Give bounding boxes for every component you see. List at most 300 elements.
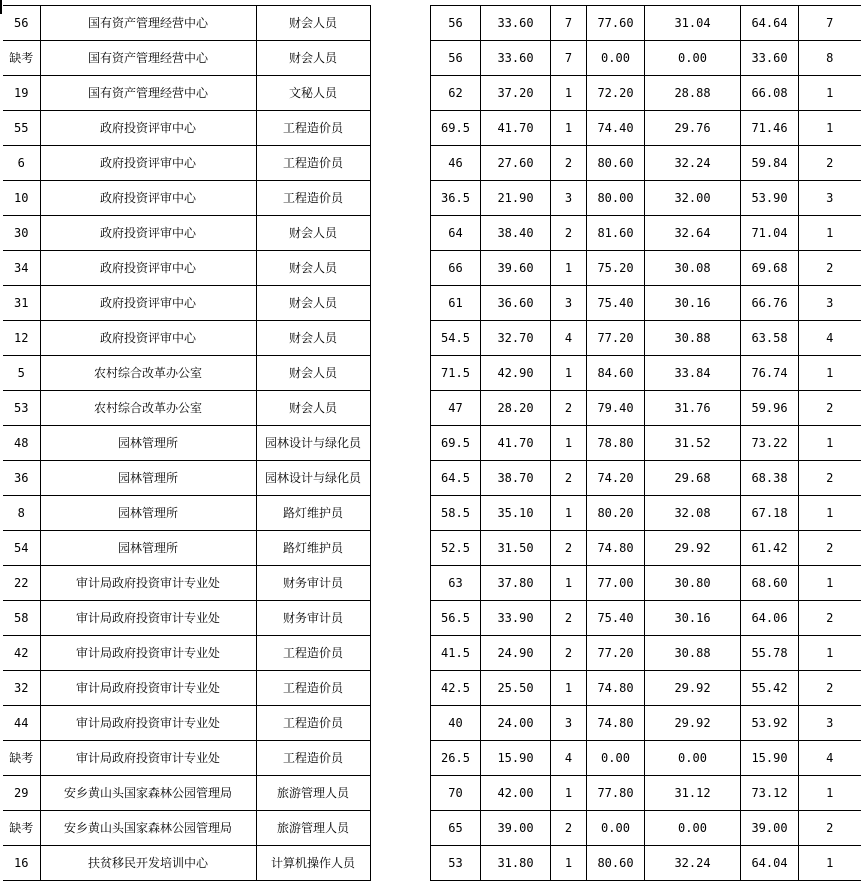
written-score-cell: 40 [431,706,481,741]
position-cell: 财会人员 [256,41,370,76]
table-row [3,706,370,741]
written-weighted-cell: 39.00 [481,811,551,846]
interview-weighted-cell: 29.76 [645,111,741,146]
total-score-cell: 64.04 [741,846,799,881]
position-cell: 财务审计员 [256,566,370,601]
written-weighted-cell: 38.40 [481,216,551,251]
final-rank-cell: 1 [799,636,861,671]
unit-cell: 审计局政府投资审计专业处 [40,636,256,671]
interview-weighted-cell: 32.08 [645,496,741,531]
candidate-id-cell: 36 [3,461,40,496]
interview-weighted-cell: 29.68 [645,461,741,496]
final-rank-cell: 2 [799,461,861,496]
unit-cell: 园林管理所 [40,496,256,531]
final-rank-cell: 2 [799,391,861,426]
candidate-id-cell: 31 [3,286,40,321]
interview-score-cell: 74.40 [587,111,645,146]
table-row [3,461,370,496]
written-score-cell: 52.5 [431,531,481,566]
unit-cell: 政府投资评审中心 [40,146,256,181]
unit-cell: 安乡黄山头国家森林公园管理局 [40,811,256,846]
table-row [3,496,370,531]
written-weighted-cell: 31.80 [481,846,551,881]
position-cell: 工程造价员 [256,146,370,181]
table-row [3,636,370,671]
written-weighted-cell: 33.60 [481,41,551,76]
total-score-cell: 76.74 [741,356,799,391]
candidate-id-cell: 8 [3,496,40,531]
position-cell: 财会人员 [256,321,370,356]
total-score-cell: 39.00 [741,811,799,846]
unit-cell: 政府投资评审中心 [40,286,256,321]
interview-score-cell: 81.60 [587,216,645,251]
table-row [431,181,861,216]
position-cell: 财会人员 [256,251,370,286]
interview-score-cell: 74.80 [587,706,645,741]
candidate-id-cell: 53 [3,391,40,426]
table-row [431,286,861,321]
written-rank-cell: 2 [551,461,587,496]
unit-cell: 国有资产管理经营中心 [40,76,256,111]
candidate-id-cell: 55 [3,111,40,146]
position-cell: 财务审计员 [256,601,370,636]
candidate-id-cell: 缺考 [3,741,40,776]
final-rank-cell: 1 [799,111,861,146]
written-score-cell: 64.5 [431,461,481,496]
table-row [3,776,370,811]
candidate-id-cell: 缺考 [3,41,40,76]
written-rank-cell: 4 [551,321,587,356]
position-cell: 文秘人员 [256,76,370,111]
interview-score-cell: 77.00 [587,566,645,601]
candidate-id-cell: 34 [3,251,40,286]
table-row [3,531,370,566]
unit-cell: 安乡黄山头国家森林公园管理局 [40,776,256,811]
interview-weighted-cell: 30.88 [645,636,741,671]
unit-cell: 政府投资评审中心 [40,181,256,216]
total-score-cell: 71.04 [741,216,799,251]
final-rank-cell: 3 [799,286,861,321]
table-row [3,601,370,636]
interview-score-cell: 77.20 [587,636,645,671]
final-rank-cell: 3 [799,706,861,741]
total-score-cell: 64.64 [741,6,799,41]
table-row [431,811,861,846]
final-rank-cell: 1 [799,846,861,881]
written-rank-cell: 1 [551,111,587,146]
position-cell: 工程造价员 [256,636,370,671]
table-row [431,671,861,706]
table-row [431,636,861,671]
written-weighted-cell: 33.90 [481,601,551,636]
written-weighted-cell: 37.20 [481,76,551,111]
written-weighted-cell: 42.00 [481,776,551,811]
written-weighted-cell: 37.80 [481,566,551,601]
unit-cell: 政府投资评审中心 [40,216,256,251]
written-rank-cell: 2 [551,531,587,566]
interview-score-cell: 74.80 [587,531,645,566]
candidate-id-cell: 16 [3,846,40,881]
table-row [431,356,861,391]
written-rank-cell: 7 [551,6,587,41]
unit-cell: 审计局政府投资审计专业处 [40,671,256,706]
written-score-cell: 36.5 [431,181,481,216]
total-score-cell: 73.22 [741,426,799,461]
position-cell: 园林设计与绿化员 [256,426,370,461]
table-row [431,6,861,41]
table-row [431,321,861,356]
candidate-id-cell: 6 [3,146,40,181]
interview-weighted-cell: 29.92 [645,671,741,706]
written-weighted-cell: 27.60 [481,146,551,181]
written-score-cell: 41.5 [431,636,481,671]
table-row [431,391,861,426]
position-cell: 财会人员 [256,286,370,321]
written-rank-cell: 1 [551,496,587,531]
written-rank-cell: 3 [551,181,587,216]
written-rank-cell: 7 [551,41,587,76]
position-cell: 工程造价员 [256,181,370,216]
candidate-id-cell: 42 [3,636,40,671]
interview-score-cell: 0.00 [587,811,645,846]
total-score-cell: 55.42 [741,671,799,706]
interview-score-cell: 80.60 [587,846,645,881]
table-row [431,601,861,636]
written-score-cell: 69.5 [431,426,481,461]
written-score-cell: 53 [431,846,481,881]
written-weighted-cell: 38.70 [481,461,551,496]
written-score-cell: 64 [431,216,481,251]
written-rank-cell: 2 [551,636,587,671]
written-rank-cell: 1 [551,776,587,811]
table-row [3,741,370,776]
total-score-cell: 53.92 [741,706,799,741]
interview-weighted-cell: 30.16 [645,601,741,636]
written-weighted-cell: 15.90 [481,741,551,776]
table-row [3,6,370,41]
interview-score-cell: 77.60 [587,6,645,41]
final-rank-cell: 3 [799,181,861,216]
candidate-id-cell: 48 [3,426,40,461]
total-score-cell: 61.42 [741,531,799,566]
written-weighted-cell: 41.70 [481,426,551,461]
interview-weighted-cell: 0.00 [645,41,741,76]
written-score-cell: 70 [431,776,481,811]
candidate-id-cell: 5 [3,356,40,391]
interview-weighted-cell: 33.84 [645,356,741,391]
interview-weighted-cell: 32.24 [645,146,741,181]
unit-cell: 政府投资评审中心 [40,251,256,286]
written-score-cell: 62 [431,76,481,111]
table-row [431,776,861,811]
position-cell: 计算机操作人员 [256,846,370,881]
table-row [3,286,370,321]
final-rank-cell: 2 [799,531,861,566]
position-cell: 园林设计与绿化员 [256,461,370,496]
table-row [431,496,861,531]
candidate-id-cell: 22 [3,566,40,601]
position-cell: 路灯维护员 [256,496,370,531]
unit-cell: 政府投资评审中心 [40,321,256,356]
final-rank-cell: 1 [799,76,861,111]
candidate-id-cell: 30 [3,216,40,251]
unit-cell: 园林管理所 [40,531,256,566]
written-weighted-cell: 39.60 [481,251,551,286]
candidate-id-cell: 缺考 [3,811,40,846]
score-table [430,5,861,881]
table-row [3,426,370,461]
written-weighted-cell: 21.90 [481,181,551,216]
written-score-cell: 54.5 [431,321,481,356]
interview-weighted-cell: 30.80 [645,566,741,601]
interview-weighted-cell: 31.04 [645,6,741,41]
total-score-cell: 66.08 [741,76,799,111]
interview-score-cell: 0.00 [587,41,645,76]
table-row [431,216,861,251]
written-score-cell: 71.5 [431,356,481,391]
written-rank-cell: 1 [551,846,587,881]
position-cell: 工程造价员 [256,111,370,146]
written-rank-cell: 2 [551,391,587,426]
interview-weighted-cell: 29.92 [645,706,741,741]
interview-score-cell: 75.40 [587,601,645,636]
position-cell: 财会人员 [256,356,370,391]
interview-score-cell: 77.80 [587,776,645,811]
written-rank-cell: 1 [551,426,587,461]
written-score-cell: 42.5 [431,671,481,706]
written-score-cell: 47 [431,391,481,426]
table-row [3,846,370,881]
table-row [3,391,370,426]
table-row [431,41,861,76]
final-rank-cell: 1 [799,356,861,391]
total-score-cell: 73.12 [741,776,799,811]
unit-cell: 审计局政府投资审计专业处 [40,706,256,741]
score-body [431,6,861,881]
total-score-cell: 59.84 [741,146,799,181]
position-cell: 工程造价员 [256,706,370,741]
interview-score-cell: 80.60 [587,146,645,181]
table-row [3,671,370,706]
interview-score-cell: 80.00 [587,181,645,216]
total-score-cell: 53.90 [741,181,799,216]
unit-cell: 国有资产管理经营中心 [40,6,256,41]
position-cell: 旅游管理人员 [256,811,370,846]
written-score-cell: 56 [431,6,481,41]
candidate-info-body [3,6,370,881]
written-score-cell: 65 [431,811,481,846]
total-score-cell: 59.96 [741,391,799,426]
top-left-border-tick [0,0,2,14]
written-rank-cell: 3 [551,706,587,741]
table-row [3,41,370,76]
final-rank-cell: 2 [799,671,861,706]
unit-cell: 园林管理所 [40,461,256,496]
total-score-cell: 68.38 [741,461,799,496]
interview-weighted-cell: 0.00 [645,741,741,776]
table-row [3,566,370,601]
interview-score-cell: 79.40 [587,391,645,426]
position-cell: 财会人员 [256,216,370,251]
total-score-cell: 63.58 [741,321,799,356]
interview-weighted-cell: 30.08 [645,251,741,286]
table-row [3,181,370,216]
written-weighted-cell: 33.60 [481,6,551,41]
total-score-cell: 64.06 [741,601,799,636]
unit-cell: 农村综合改革办公室 [40,356,256,391]
unit-cell: 农村综合改革办公室 [40,391,256,426]
candidate-id-cell: 54 [3,531,40,566]
interview-score-cell: 75.40 [587,286,645,321]
table-row [431,741,861,776]
table-row [431,146,861,181]
final-rank-cell: 8 [799,41,861,76]
position-cell: 财会人员 [256,6,370,41]
written-weighted-cell: 32.70 [481,321,551,356]
unit-cell: 审计局政府投资审计专业处 [40,601,256,636]
written-rank-cell: 4 [551,741,587,776]
candidate-id-cell: 44 [3,706,40,741]
interview-score-cell: 77.20 [587,321,645,356]
written-rank-cell: 1 [551,566,587,601]
final-rank-cell: 2 [799,811,861,846]
final-rank-cell: 4 [799,741,861,776]
interview-weighted-cell: 29.92 [645,531,741,566]
table-row [3,216,370,251]
final-rank-cell: 2 [799,251,861,286]
interview-weighted-cell: 30.16 [645,286,741,321]
table-row [431,531,861,566]
written-weighted-cell: 31.50 [481,531,551,566]
position-cell: 工程造价员 [256,741,370,776]
interview-score-cell: 75.20 [587,251,645,286]
written-score-cell: 61 [431,286,481,321]
final-rank-cell: 4 [799,321,861,356]
interview-weighted-cell: 32.64 [645,216,741,251]
interview-weighted-cell: 31.12 [645,776,741,811]
written-weighted-cell: 36.60 [481,286,551,321]
final-rank-cell: 1 [799,496,861,531]
interview-score-cell: 78.80 [587,426,645,461]
unit-cell: 审计局政府投资审计专业处 [40,741,256,776]
written-rank-cell: 2 [551,216,587,251]
table-row [3,811,370,846]
written-score-cell: 26.5 [431,741,481,776]
candidate-id-cell: 56 [3,6,40,41]
position-cell: 财会人员 [256,391,370,426]
written-score-cell: 58.5 [431,496,481,531]
final-rank-cell: 1 [799,566,861,601]
table-row [3,321,370,356]
interview-score-cell: 72.20 [587,76,645,111]
interview-weighted-cell: 28.88 [645,76,741,111]
interview-score-cell: 74.80 [587,671,645,706]
written-weighted-cell: 41.70 [481,111,551,146]
interview-weighted-cell: 0.00 [645,811,741,846]
final-rank-cell: 1 [799,776,861,811]
interview-score-cell: 80.20 [587,496,645,531]
table-row [431,76,861,111]
written-score-cell: 56.5 [431,601,481,636]
total-score-cell: 33.60 [741,41,799,76]
interview-weighted-cell: 31.76 [645,391,741,426]
table-row [3,111,370,146]
table-row [431,426,861,461]
table-row [431,461,861,496]
table-row [431,846,861,881]
final-rank-cell: 2 [799,601,861,636]
total-score-cell: 15.90 [741,741,799,776]
table-row [431,251,861,286]
candidate-id-cell: 10 [3,181,40,216]
written-score-cell: 56 [431,41,481,76]
table-row [431,111,861,146]
written-score-cell: 63 [431,566,481,601]
position-cell: 路灯维护员 [256,531,370,566]
final-rank-cell: 7 [799,6,861,41]
total-score-cell: 68.60 [741,566,799,601]
written-rank-cell: 1 [551,76,587,111]
table-row [431,566,861,601]
table-row [3,356,370,391]
unit-cell: 审计局政府投资审计专业处 [40,566,256,601]
candidate-id-cell: 29 [3,776,40,811]
interview-score-cell: 84.60 [587,356,645,391]
written-rank-cell: 2 [551,146,587,181]
written-weighted-cell: 42.90 [481,356,551,391]
unit-cell: 政府投资评审中心 [40,111,256,146]
table-row [3,146,370,181]
written-weighted-cell: 24.00 [481,706,551,741]
written-weighted-cell: 24.90 [481,636,551,671]
written-score-cell: 69.5 [431,111,481,146]
written-weighted-cell: 28.20 [481,391,551,426]
position-cell: 旅游管理人员 [256,776,370,811]
interview-weighted-cell: 32.00 [645,181,741,216]
written-rank-cell: 2 [551,811,587,846]
unit-cell: 扶贫移民开发培训中心 [40,846,256,881]
total-score-cell: 66.76 [741,286,799,321]
table-row [3,251,370,286]
interview-weighted-cell: 31.52 [645,426,741,461]
total-score-cell: 69.68 [741,251,799,286]
written-weighted-cell: 35.10 [481,496,551,531]
written-rank-cell: 1 [551,356,587,391]
total-score-cell: 71.46 [741,111,799,146]
total-score-cell: 55.78 [741,636,799,671]
unit-cell: 国有资产管理经营中心 [40,41,256,76]
table-row [431,706,861,741]
candidate-id-cell: 12 [3,321,40,356]
written-rank-cell: 1 [551,671,587,706]
final-rank-cell: 2 [799,146,861,181]
candidate-id-cell: 32 [3,671,40,706]
written-score-cell: 46 [431,146,481,181]
candidate-id-cell: 58 [3,601,40,636]
table-row [3,76,370,111]
position-cell: 工程造价员 [256,671,370,706]
written-score-cell: 66 [431,251,481,286]
interview-score-cell: 0.00 [587,741,645,776]
final-rank-cell: 1 [799,426,861,461]
interview-weighted-cell: 30.88 [645,321,741,356]
written-rank-cell: 3 [551,286,587,321]
candidate-id-cell: 19 [3,76,40,111]
unit-cell: 园林管理所 [40,426,256,461]
candidate-info-table [3,5,371,881]
interview-weighted-cell: 32.24 [645,846,741,881]
written-weighted-cell: 25.50 [481,671,551,706]
